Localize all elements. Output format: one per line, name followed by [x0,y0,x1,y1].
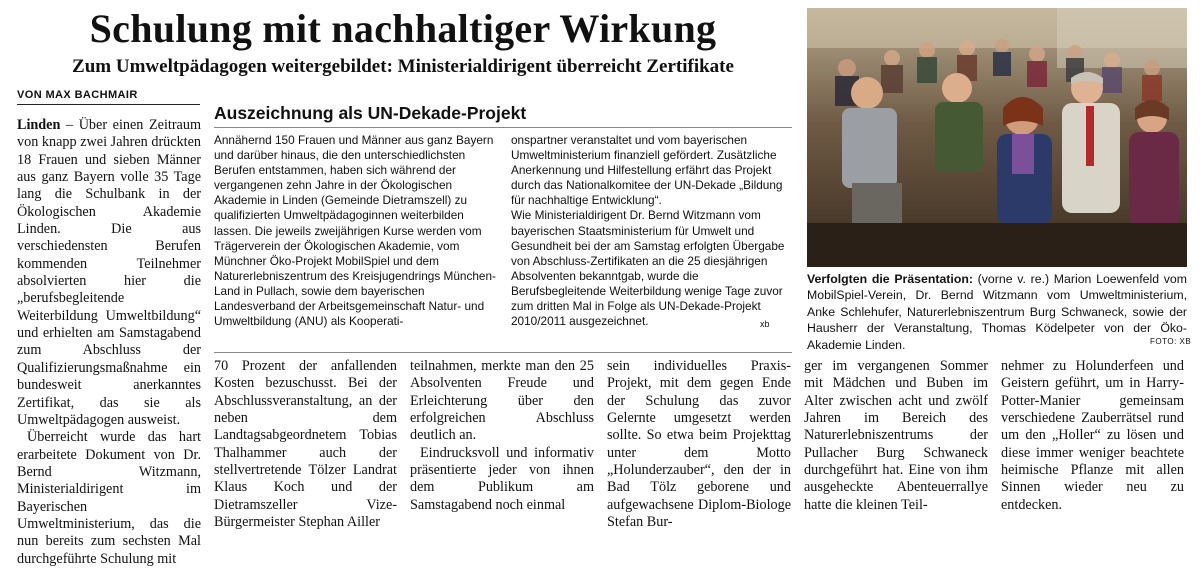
audience-photo-illustration [807,8,1187,267]
dateline: Linden [17,117,61,133]
sidebar-paragraph-1: onspartner veranstaltet und vom bayerischen Umweltministerium finanziell gefördert. Zusätzliche Anerkennung und Hilfestellung erfährt das Projekt durch das Nationalkomitee der UN-Dekade „Bildung für nachhaltige Entwicklung“. [511,133,783,208]
audience-photo [807,8,1187,267]
subheadline: Zum Umweltpädagogen weitergebildet: Ministerialdirigent überreicht Zertifikate [72,56,734,77]
caption-text: (vorne v. re.) Marion Loewenfeld vom MobilSpiel-Verein, Dr. Bernd Witzmann vom Umweltministerium, Anke Schlehufer, Naturerlebniszentrum Burg Schwaneck, sowie der Hausherr der Veranstaltung, Thomas Ködelpeter von der Öko-Akademie Linden. [807,272,1187,352]
article-column-2: 70 Prozent der anfallenden Kosten bezuschusst. Bei der Abschlussveranstaltung, an der neben dem Landtagsabgeordnetem Tobias Thalhammer auch der stellvertretende Tölzer Landrat Klaus Koch und der Dietramszeller Vize-Bürgermeister Stephan Ailler [214,358,397,531]
photo-credit: FOTO: XB [1150,337,1192,346]
article-column-1 [17,117,201,568]
sidebar-rule [214,127,792,128]
article-column-3 [410,358,594,514]
paragraph-2-part-1: Überreicht wurde das hart erarbeitete Dokument von Dr. Bernd Witzmann, Ministerialdirigent im Bayerischen Umweltministerium, das die nun bereits zum sechsten Mal durchgeführte Schulung mit [17,429,201,567]
sidebar-bottom-rule [214,352,792,353]
caption-lead: Verfolgten die Präsentation: [807,272,973,286]
article-column-5: ger im vergangenen Sommer mit Mädchen und Buben im Alter zwischen acht und zwölf Jahren im Bereich des Naturerlebniszentrums der Pullacher Burg Schwaneck durchgeführt hat. Eine von ihm ausgeheckte Abenteuerrallye hatte die kleinen Teil- [804,358,988,513]
byline: VON MAX BACHMAIR [17,89,200,105]
paragraph-2-part-3: teilnahmen, merkte man den 25 Absolventen Freude und Erleichterung über den erfolgreichen Abschluss deutlich an. [410,358,594,444]
sidebar-signature: xb [760,319,770,329]
lead-paragraph [17,117,201,429]
headline: Schulung mit nachhaltiger Wirkung [89,6,717,51]
photo-caption [807,271,1187,353]
sidebar-paragraph-2: Wie Ministerialdirigent Dr. Bernd Witzmann vom bayerischen Staatsministerium für Umwelt und Gesundheit bei der am Samstag erfolgten Übergabe von Abschluss-Zertifikaten an die 25 diesjährigen Absolventen bekanntgab, wurde die Berufsbegleitende Weiterbildung wenige Tage zuvor zum dritten Mal in Folge als UN-Dekade-Projekt 2010/2011 ausgezeichnet. [511,208,785,329]
sidebar-column-2 [511,133,792,329]
article-column-6: nehmer zu Holunderfeen und Geistern geführt, um in Harry-Potter-Manier gemeinsam verschiedene Zauberrätsel rund um den „Holler“ zu lösen und diese immer weniger beachtete heimische Pflanze mit allen Sinnen wieder neu zu entdecken. [1001,358,1184,513]
paragraph-3-part-1: Eindrucksvoll und informativ präsentierte jeder von ihnen dem Publikum am Samstagabend noch einmal [410,444,594,513]
sidebar-column-1: Annähernd 150 Frauen und Männer aus ganz Bayern und darüber hinaus, die den unterschiedlichsten Berufen entstammen, haben sich während der vergangenen zehn Jahre in der Ökologischen Akademie in Linden (Gemeinde Dietramszell) zu qualifizierten Umweltpädagoginnen weiterbilden lassen. Die jeweils zweijährigen Kurse werden vom Trägerverein der Ökologischen Akademie, vom Münchner Öko-Projekt MobilSpiel und dem Naturerlebniszentrum des Kreisjugendrings München-Land in Pullach, sowie dem bayerischen Landesverband der Arbeitsgemeinschaft Natur- und Umweltbildung (ANU) als Kooperati- [214,133,496,329]
article-column-4: sein individuelles Praxis-Projekt, mit dem gegen Ende der Schulung das zuvor Gelernte umgesetzt werden sollte. So etwa beim Projekttag unter dem Motto „Holunderzauber“, den der in Bad Tölz geborene und aufgewachsene Diplom-Biologe Stefan Bur- [607,358,791,531]
sidebar-title: Auszeichnung als UN-Dekade-Projekt [214,103,527,123]
lead-text: – Über einen Zeitraum von knapp zwei Jahren drückten 18 Frauen und sieben Männer aus ganz Bayern volle 35 Tage lang die Schulbank in der Ökologischen Akademie Linden. Die aus verschiedensten Berufen kommenden Teilnehmer absolvierten hier die „berufsbegleitende Weiterbildung Umweltbildung“ und erhielten am Samstagabend zum Abschluss der Qualifizierungsmaßnahme ein bundesweit anerkanntes Zertifikat, das sie als Umweltpädagogen ausweist. [17,117,201,428]
